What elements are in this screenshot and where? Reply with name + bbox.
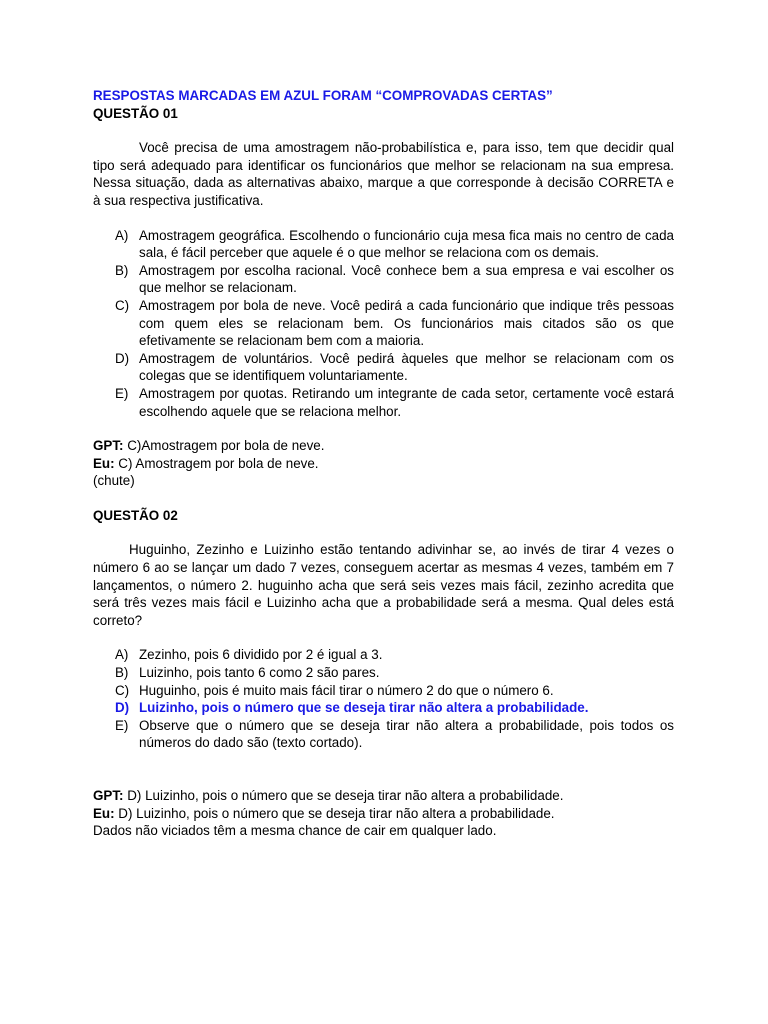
option-text: Luizinho, pois o número que se deseja tirar não altera a probabilidade. <box>139 700 589 716</box>
gpt-answer-1 <box>93 437 674 455</box>
option-text: Amostragem por escolha racional. Você conhece bem a sua empresa e vai escolher os que melhor se relacionam. <box>139 262 674 296</box>
option-text: Luizinho, pois tanto 6 como 2 são pares. <box>139 665 380 681</box>
option-a <box>93 646 674 664</box>
question-1-title: QUESTÃO 01 <box>93 105 178 121</box>
eu-answer-text: D) Luizinho, pois o número que se deseja tirar não altera a probabilidade. <box>114 805 555 821</box>
option-letter: E) <box>115 385 129 401</box>
gpt-answer-text: D) Luizinho, pois o número que se deseja tirar não altera a probabilidade. <box>123 788 564 803</box>
gpt-answer-text: C)Amostragem por bola de neve. <box>123 438 325 454</box>
option-d-correct <box>93 699 674 717</box>
eu-answer-text: C) Amostragem por bola de neve. <box>114 455 319 471</box>
question-2-prompt: Huguinho, Zezinho e Luizinho estão tentando adivinhar se, ao invés de tirar 4 vezes o número 6 ao se lançar um dado 7 vezes, conseguem acertar as mesmas 4 vezes, também em 7 lançamentos, o número 2. huguinho acha que será seis vezes mais fácil, zezinho acredita que será três vezes mais fácil e Luizinho acha que a probabilidade será a mesma. Qual deles está correto? <box>93 542 674 628</box>
gpt-label: GPT: <box>93 438 124 454</box>
option-letter: E) <box>115 717 129 733</box>
eu-answer-1 <box>93 455 674 473</box>
eu-label: Eu: <box>93 805 115 821</box>
option-text: Zezinho, pois 6 dividido por 2 é igual a 3. <box>139 647 383 663</box>
option-text: Huguinho, pois é muito mais fácil tirar o número 2 do que o número 6. <box>139 682 554 698</box>
option-letter: B) <box>115 665 129 681</box>
option-letter: B) <box>115 262 129 278</box>
option-letter: A) <box>115 647 129 663</box>
option-text: Amostragem por quotas. Retirando um integrante de cada setor, certamente você estará escolhendo aquele que se relaciona melhor. <box>139 385 674 419</box>
question-1-options <box>93 227 674 421</box>
eu-answer-2 <box>93 805 674 823</box>
document-content <box>93 87 674 840</box>
option-text: Amostragem geográfica. Escolhendo o funcionário cuja mesa fica mais no centro de cada sala, é fácil perceber que aquele é o que melhor se relaciona com os demais. <box>139 227 674 261</box>
option-d <box>93 350 674 385</box>
option-letter: D) <box>115 350 130 366</box>
option-letter: D) <box>115 700 130 716</box>
option-letter: C) <box>115 682 130 698</box>
question-1-prompt: Você precisa de uma amostragem não-probabilística e, para isso, tem que decidir qual tipo será adequado para identificar os funcionários que melhor se relacionam na sua empresa. Nessa situação, dada as alternativas abaixo, marque a que corresponde à decisão CORRETA e à sua respectiva justificativa. <box>93 140 674 208</box>
option-e <box>93 717 674 752</box>
gpt-answer-2 <box>93 787 674 805</box>
answer-note-2: Dados não viciados têm a mesma chance de cair em qualquer lado. <box>93 823 497 839</box>
option-letter: C) <box>115 297 130 313</box>
option-text: Amostragem por bola de neve. Você pedirá a cada funcionário que indique três pessoas com quem eles se relacionam bem. Os funcionários mais citados são os que efetivamente se relacionam bem com a maioria. <box>139 297 674 349</box>
question-2-options <box>93 646 674 752</box>
option-c <box>93 297 674 350</box>
option-letter: A) <box>115 227 129 243</box>
option-b <box>93 262 674 297</box>
answer-note-1: (chute) <box>93 473 135 489</box>
option-b <box>93 664 674 682</box>
option-e <box>93 385 674 420</box>
option-text: Amostragem de voluntários. Você pedirá àqueles que melhor se relacionam com os colegas que se identifiquem voluntariamente. <box>139 350 674 384</box>
eu-label: Eu: <box>93 455 115 471</box>
option-a <box>93 227 674 262</box>
option-c <box>93 682 674 700</box>
option-text: Observe que o número que se deseja tirar não altera a probabilidade, pois todos os números do dado são (texto cortado). <box>139 717 674 751</box>
question-2-title: QUESTÃO 02 <box>93 507 178 523</box>
gpt-label: GPT: <box>93 788 124 803</box>
header-notice: RESPOSTAS MARCADAS EM AZUL FORAM “COMPROVADAS CERTAS” <box>93 88 553 103</box>
